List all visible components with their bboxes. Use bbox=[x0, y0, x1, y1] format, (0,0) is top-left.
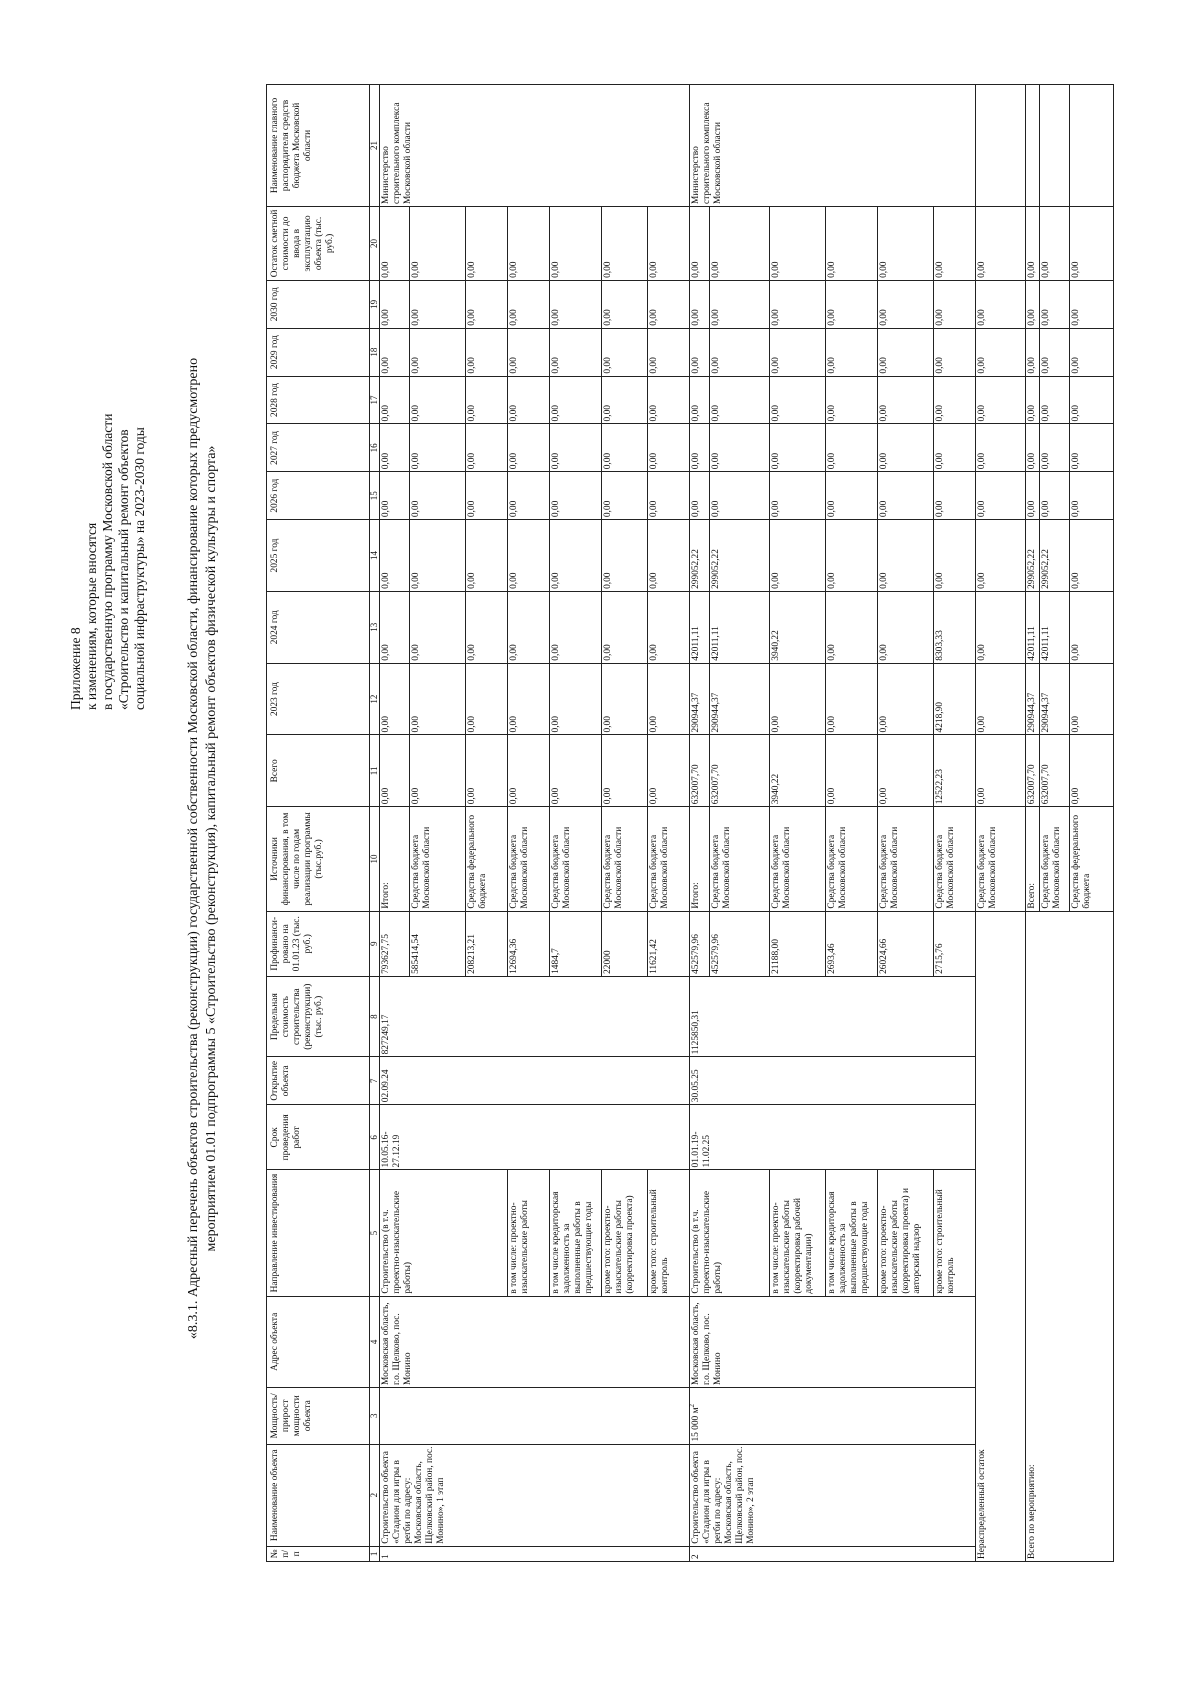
amount-cell: 0,00 bbox=[508, 735, 550, 807]
column-number: 7 bbox=[370, 1057, 380, 1105]
header-cell: Направление инвестирования bbox=[267, 1170, 370, 1296]
amount-cell: 0,00 bbox=[602, 376, 648, 424]
amount-cell: 0,00 bbox=[508, 663, 550, 735]
budget-manager bbox=[976, 85, 1026, 207]
amount-cell: 0,00 bbox=[648, 424, 690, 472]
amount-cell: 0,00 bbox=[770, 472, 826, 520]
amount-cell: 0,00 bbox=[770, 206, 826, 280]
financed-amount: 452579,96 bbox=[710, 911, 770, 976]
amount-cell: 0,00 bbox=[380, 520, 410, 592]
header-cell: 2023 год bbox=[267, 663, 370, 735]
investment-direction: в том числе кредиторская задолженность за выполненные работы в предшествующие годы bbox=[550, 1170, 602, 1296]
amount-cell: 0,00 bbox=[976, 472, 1026, 520]
amount-cell: 0,00 bbox=[602, 280, 648, 328]
amount-cell: 0,00 bbox=[690, 328, 710, 376]
amount-cell: 0,00 bbox=[602, 735, 648, 807]
amount-cell: 0,00 bbox=[878, 280, 934, 328]
appendix-line: Приложение 8 bbox=[68, 627, 83, 710]
amount-cell: 0,00 bbox=[934, 424, 976, 472]
amount-cell: 0,00 bbox=[934, 328, 976, 376]
amount-cell: 0,00 bbox=[826, 663, 878, 735]
amount-cell: 42011,11 bbox=[1040, 591, 1070, 663]
amount-cell: 0,00 bbox=[826, 376, 878, 424]
amount-cell: 0,00 bbox=[380, 735, 410, 807]
amount-cell: 0,00 bbox=[878, 520, 934, 592]
amount-cell: 0,00 bbox=[690, 424, 710, 472]
amount-cell: 0,00 bbox=[550, 520, 602, 592]
amount-cell: 632007,70 bbox=[1040, 735, 1070, 807]
total-label: Всего по мероприятию: bbox=[1026, 911, 1114, 1561]
funding-source: Итого: bbox=[380, 807, 410, 911]
table-row bbox=[1026, 85, 1040, 1562]
amount-cell: 0,00 bbox=[508, 591, 550, 663]
amount-cell: 0,00 bbox=[466, 591, 508, 663]
amount-cell: 632007,70 bbox=[690, 735, 710, 807]
amount-cell: 0,00 bbox=[826, 328, 878, 376]
funding-source: Средства бюджета Московской области bbox=[826, 807, 878, 911]
column-number: 11 bbox=[370, 735, 380, 807]
amount-cell: 0,00 bbox=[976, 663, 1026, 735]
financed-amount: 793627,75 bbox=[380, 911, 410, 976]
amount-cell: 0,00 bbox=[648, 591, 690, 663]
amount-cell: 0,00 bbox=[976, 520, 1026, 592]
amount-cell: 0,00 bbox=[878, 472, 934, 520]
amount-cell: 0,00 bbox=[710, 424, 770, 472]
amount-cell: 0,00 bbox=[878, 206, 934, 280]
amount-cell: 290944,37 bbox=[710, 663, 770, 735]
funding-source: Средства бюджета Московской области bbox=[550, 807, 602, 911]
amount-cell: 0,00 bbox=[648, 376, 690, 424]
header-cell: Открытие объекта bbox=[267, 1057, 370, 1105]
row-number: 1 bbox=[380, 1546, 690, 1561]
amount-cell: 299052,22 bbox=[1040, 520, 1070, 592]
amount-cell: 0,00 bbox=[1040, 424, 1070, 472]
table-body bbox=[380, 85, 1114, 1562]
funding-source: Средства бюджета Московской области bbox=[602, 807, 648, 911]
appendix-line: социальной инфраструктуры» на 2023-2030 годы bbox=[132, 427, 147, 710]
amount-cell: 0,00 bbox=[878, 591, 934, 663]
header-cell: Наименование главного распорядителя средств бюджета Московской области bbox=[267, 85, 370, 207]
amount-cell: 0,00 bbox=[466, 206, 508, 280]
amount-cell: 0,00 bbox=[710, 280, 770, 328]
amount-cell: 0,00 bbox=[508, 328, 550, 376]
header-cell: 2027 год bbox=[267, 424, 370, 472]
amount-cell: 0,00 bbox=[648, 663, 690, 735]
amount-cell: 0,00 bbox=[1070, 735, 1114, 807]
work-term: 10.05.16-27.12.19 bbox=[380, 1105, 690, 1170]
amount-cell: 0,00 bbox=[550, 328, 602, 376]
investment-direction: кроме того: строительный контроль bbox=[934, 1170, 976, 1296]
superscript: 2 bbox=[687, 1403, 696, 1408]
amount-cell: 0,00 bbox=[466, 424, 508, 472]
column-number: 19 bbox=[370, 280, 380, 328]
amount-cell: 0,00 bbox=[826, 206, 878, 280]
investment-direction: кроме того: проектно-изыскательские работы (корректировка проекта) и авторский надзор bbox=[878, 1170, 934, 1296]
amount-cell: 290944,37 bbox=[1026, 663, 1040, 735]
amount-cell: 0,00 bbox=[934, 206, 976, 280]
column-number: 8 bbox=[370, 976, 380, 1056]
amount-cell: 0,00 bbox=[976, 735, 1026, 807]
amount-cell: 0,00 bbox=[1070, 472, 1114, 520]
header-cell: Мощность/ прирост мощности объекта bbox=[267, 1388, 370, 1445]
amount-cell: 0,00 bbox=[826, 735, 878, 807]
header-cell: 2028 год bbox=[267, 376, 370, 424]
table-row bbox=[690, 85, 710, 1562]
investment-direction: Строительство (в т.ч. проектно-изыскательские работы) bbox=[380, 1170, 508, 1296]
amount-cell: 0,00 bbox=[380, 663, 410, 735]
amount-cell: 0,00 bbox=[770, 376, 826, 424]
financed-amount: 208213,21 bbox=[466, 911, 508, 976]
appendix-header bbox=[68, 150, 148, 710]
funding-source: Средства федерального бюджета bbox=[466, 807, 508, 911]
funding-source: Средства бюджета Московской области bbox=[1040, 807, 1070, 911]
investment-direction: в том числе кредиторская задолженность за выполненные работы в предшествующие годы bbox=[826, 1170, 878, 1296]
column-number-row bbox=[370, 85, 380, 1562]
amount-cell: 0,00 bbox=[508, 280, 550, 328]
header-cell: 2024 год bbox=[267, 591, 370, 663]
column-number: 2 bbox=[370, 1444, 380, 1546]
amount-cell: 0,00 bbox=[690, 376, 710, 424]
document-subtitle: мероприятием 01.01 подпрограммы 5 «Строительство (реконструкция), капитальный ремонт объектов физической культуры и спорта» bbox=[204, 445, 219, 1252]
remainder-label: Нераспределенный остаток bbox=[976, 911, 1026, 1561]
amount-cell: 42011,11 bbox=[1026, 591, 1040, 663]
amount-cell: 0,00 bbox=[826, 280, 878, 328]
amount-cell: 0,00 bbox=[508, 472, 550, 520]
amount-cell: 0,00 bbox=[976, 591, 1026, 663]
amount-cell: 42011,11 bbox=[710, 591, 770, 663]
appendix-line: в государственную программу Московской области bbox=[100, 413, 115, 710]
amount-cell: 0,00 bbox=[648, 472, 690, 520]
financed-amount: 12694,36 bbox=[508, 911, 550, 976]
amount-cell: 0,00 bbox=[1070, 280, 1114, 328]
amount-cell: 0,00 bbox=[466, 520, 508, 592]
funding-source: Средства федерального бюджета bbox=[1070, 807, 1114, 911]
table-row bbox=[380, 85, 410, 1562]
opening-date: 30.05.25 bbox=[690, 1057, 976, 1105]
amount-cell: 0,00 bbox=[550, 735, 602, 807]
amount-cell: 0,00 bbox=[466, 280, 508, 328]
column-number: 5 bbox=[370, 1170, 380, 1296]
financed-amount: 2693,46 bbox=[826, 911, 878, 976]
amount-cell: 0,00 bbox=[410, 424, 466, 472]
amount-cell: 0,00 bbox=[550, 591, 602, 663]
financed-amount: 21188,00 bbox=[770, 911, 826, 976]
header-cell: Профинанси-ровано на 01.01.23 (тыс. руб.) bbox=[267, 911, 370, 976]
header-cell: 2026 год bbox=[267, 472, 370, 520]
financed-amount: 26024,66 bbox=[878, 911, 934, 976]
amount-cell: 0,00 bbox=[976, 424, 1026, 472]
amount-cell: 0,00 bbox=[826, 472, 878, 520]
amount-cell: 0,00 bbox=[550, 206, 602, 280]
column-number: 3 bbox=[370, 1388, 380, 1445]
header-cell: № п/п bbox=[267, 1546, 370, 1561]
investment-direction: в том числе: проектно-изыскательские работы bbox=[508, 1170, 550, 1296]
amount-cell: 0,00 bbox=[550, 472, 602, 520]
row-number: 2 bbox=[690, 1546, 976, 1561]
amount-cell: 0,00 bbox=[976, 328, 1026, 376]
funding-source: Средства бюджета Московской области bbox=[976, 807, 1026, 911]
limit-cost: 827249,17 bbox=[380, 976, 690, 1056]
amount-cell: 0,00 bbox=[1070, 424, 1114, 472]
amount-cell: 0,00 bbox=[878, 735, 934, 807]
amount-cell: 0,00 bbox=[770, 328, 826, 376]
amount-cell: 0,00 bbox=[466, 663, 508, 735]
amount-cell: 0,00 bbox=[602, 424, 648, 472]
header-cell: 2029 год bbox=[267, 328, 370, 376]
amount-cell: 0,00 bbox=[508, 424, 550, 472]
amount-cell: 0,00 bbox=[602, 591, 648, 663]
amount-cell: 0,00 bbox=[1026, 328, 1040, 376]
column-number: 1 bbox=[370, 1546, 380, 1561]
amount-cell: 0,00 bbox=[410, 591, 466, 663]
amount-cell: 0,00 bbox=[1040, 328, 1070, 376]
amount-cell: 0,00 bbox=[466, 472, 508, 520]
amount-cell: 0,00 bbox=[466, 328, 508, 376]
amount-cell: 4218,90 bbox=[934, 663, 976, 735]
amount-cell: 0,00 bbox=[1026, 376, 1040, 424]
amount-cell: 0,00 bbox=[380, 376, 410, 424]
amount-cell: 632007,70 bbox=[1026, 735, 1040, 807]
amount-cell: 0,00 bbox=[648, 735, 690, 807]
amount-cell: 0,00 bbox=[380, 472, 410, 520]
amount-cell: 0,00 bbox=[648, 520, 690, 592]
amount-cell: 0,00 bbox=[878, 663, 934, 735]
investment-direction: кроме того: проектно-изыскательские работы (корректировка проекта) bbox=[602, 1170, 648, 1296]
amount-cell: 0,00 bbox=[648, 206, 690, 280]
amount-cell: 0,00 bbox=[976, 376, 1026, 424]
amount-cell: 0,00 bbox=[410, 735, 466, 807]
amount-cell: 0,00 bbox=[648, 328, 690, 376]
amount-cell: 0,00 bbox=[826, 520, 878, 592]
amount-cell: 0,00 bbox=[410, 663, 466, 735]
amount-cell: 0,00 bbox=[550, 663, 602, 735]
amount-cell: 0,00 bbox=[410, 520, 466, 592]
column-number: 18 bbox=[370, 328, 380, 376]
amount-cell: 0,00 bbox=[550, 280, 602, 328]
object-name: Строительство объекта «Стадион для игры в регби по адресу: Московская область, Щелковский район, пос. Монино», 1 этап bbox=[380, 1444, 690, 1546]
amount-cell: 0,00 bbox=[690, 472, 710, 520]
financed-amount: 1484,7 bbox=[550, 911, 602, 976]
budget-manager: Министерство строительного комплекса Московской области bbox=[690, 85, 976, 207]
amount-cell: 0,00 bbox=[710, 472, 770, 520]
document-title: «8.3.1. Адресный перечень объектов строительства (реконструкции) государственной собственности Московской области, финансирование которых предусмотрено bbox=[186, 357, 201, 1340]
amount-cell: 0,00 bbox=[1026, 206, 1040, 280]
amount-cell: 0,00 bbox=[466, 376, 508, 424]
funding-source: Средства бюджета Московской области bbox=[770, 807, 826, 911]
financed-amount: 22000 bbox=[602, 911, 648, 976]
address-list-table bbox=[266, 84, 1114, 1562]
header-cell: 2025 год bbox=[267, 520, 370, 592]
amount-cell: 0,00 bbox=[976, 280, 1026, 328]
amount-cell: 12522,23 bbox=[934, 735, 976, 807]
amount-cell: 0,00 bbox=[878, 328, 934, 376]
amount-cell: 0,00 bbox=[826, 591, 878, 663]
amount-cell: 0,00 bbox=[770, 280, 826, 328]
amount-cell: 0,00 bbox=[1040, 376, 1070, 424]
amount-cell: 0,00 bbox=[602, 472, 648, 520]
amount-cell: 632007,70 bbox=[710, 735, 770, 807]
header-cell: Всего bbox=[267, 735, 370, 807]
amount-cell: 0,00 bbox=[410, 376, 466, 424]
amount-cell: 0,00 bbox=[934, 376, 976, 424]
appendix-line: «Строительство и капитальный ремонт объектов bbox=[116, 429, 131, 710]
amount-cell: 0,00 bbox=[602, 328, 648, 376]
amount-cell: 0,00 bbox=[1040, 206, 1070, 280]
amount-cell: 0,00 bbox=[380, 424, 410, 472]
amount-cell: 0,00 bbox=[710, 328, 770, 376]
work-term: 01.01.19-11.02.25 bbox=[690, 1105, 976, 1170]
amount-cell: 0,00 bbox=[380, 591, 410, 663]
amount-cell: 0,00 bbox=[976, 206, 1026, 280]
amount-cell: 0,00 bbox=[1070, 520, 1114, 592]
funding-source: Всего: bbox=[1026, 807, 1040, 911]
investment-direction: кроме того: строительный контроль bbox=[648, 1170, 690, 1296]
financed-amount: 452579,96 bbox=[690, 911, 710, 976]
header-cell: Срок проведения работ bbox=[267, 1105, 370, 1170]
amount-cell: 0,00 bbox=[710, 376, 770, 424]
amount-cell: 0,00 bbox=[602, 663, 648, 735]
budget-manager bbox=[1026, 85, 1040, 207]
header-cell: Остаток сметной стоимости до ввода в эксплуатацию объекта (тыс. руб.) bbox=[267, 206, 370, 280]
investment-direction: Строительство (в т.ч. проектно-изыскательские работы) bbox=[690, 1170, 770, 1296]
amount-cell: 0,00 bbox=[770, 663, 826, 735]
amount-cell: 0,00 bbox=[550, 376, 602, 424]
amount-cell: 8303,33 bbox=[934, 591, 976, 663]
capacity-value: 15 000 м bbox=[691, 1407, 701, 1442]
amount-cell: 0,00 bbox=[826, 424, 878, 472]
limit-cost: 1125850,31 bbox=[690, 976, 976, 1056]
amount-cell: 0,00 bbox=[508, 206, 550, 280]
funding-source: Средства бюджета Московской области bbox=[410, 807, 466, 911]
amount-cell: 299052,22 bbox=[710, 520, 770, 592]
amount-cell: 0,00 bbox=[550, 424, 602, 472]
column-number: 16 bbox=[370, 424, 380, 472]
column-number: 13 bbox=[370, 591, 380, 663]
appendix-line: к изменениям, которые вносятся bbox=[84, 522, 99, 710]
amount-cell: 0,00 bbox=[1026, 280, 1040, 328]
column-number: 12 bbox=[370, 663, 380, 735]
column-number: 20 bbox=[370, 206, 380, 280]
amount-cell: 290944,37 bbox=[690, 663, 710, 735]
column-number: 10 bbox=[370, 807, 380, 911]
amount-cell: 0,00 bbox=[410, 206, 466, 280]
amount-cell: 3940,22 bbox=[770, 591, 826, 663]
amount-cell: 0,00 bbox=[1026, 472, 1040, 520]
amount-cell: 0,00 bbox=[710, 206, 770, 280]
financed-amount: 2715,76 bbox=[934, 911, 976, 976]
table-row bbox=[976, 85, 1026, 1562]
budget-manager: Министерство строительного комплекса Московской области bbox=[380, 85, 690, 207]
amount-cell: 0,00 bbox=[648, 280, 690, 328]
object-address: Московская область, г.о. Щелково, пос. Монино bbox=[380, 1296, 690, 1387]
object-address: Московская область, г.о. Щелково, пос. Монино bbox=[690, 1296, 976, 1387]
amount-cell: 0,00 bbox=[690, 206, 710, 280]
budget-manager bbox=[1070, 85, 1114, 207]
amount-cell: 299052,22 bbox=[690, 520, 710, 592]
amount-cell: 0,00 bbox=[466, 735, 508, 807]
funding-source: Средства бюджета Московской области bbox=[648, 807, 690, 911]
amount-cell: 3940,22 bbox=[770, 735, 826, 807]
budget-manager bbox=[1040, 85, 1070, 207]
amount-cell: 0,00 bbox=[770, 424, 826, 472]
amount-cell: 0,00 bbox=[878, 376, 934, 424]
amount-cell: 0,00 bbox=[508, 376, 550, 424]
amount-cell: 0,00 bbox=[410, 280, 466, 328]
amount-cell: 0,00 bbox=[602, 206, 648, 280]
header-cell: 2030 год bbox=[267, 280, 370, 328]
amount-cell: 0,00 bbox=[1026, 424, 1040, 472]
amount-cell: 42011,11 bbox=[690, 591, 710, 663]
object-capacity bbox=[380, 1388, 690, 1445]
header-cell: Адрес объекта bbox=[267, 1296, 370, 1387]
investment-direction: в том числе: проектно-изыскательские работы (корректировка рабочей документации) bbox=[770, 1170, 826, 1296]
object-name: Строительство объекта «Стадион для игры в регби по адресу: Московская область, Щелковский район, пос. Монино», 2 этап bbox=[690, 1444, 976, 1546]
amount-cell: 0,00 bbox=[380, 280, 410, 328]
header-cell: Предельная стоимость строительства (реконструкции) (тыс. руб.) bbox=[267, 976, 370, 1056]
amount-cell: 0,00 bbox=[934, 280, 976, 328]
amount-cell: 0,00 bbox=[1040, 472, 1070, 520]
amount-cell: 299052,22 bbox=[1026, 520, 1040, 592]
opening-date: 02.09.24 bbox=[380, 1057, 690, 1105]
header-cell: Источники финансирования, в том числе по годам реализации программы (тыс.руб.) bbox=[267, 807, 370, 911]
amount-cell: 0,00 bbox=[1070, 328, 1114, 376]
amount-cell: 0,00 bbox=[410, 328, 466, 376]
amount-cell: 0,00 bbox=[934, 472, 976, 520]
column-number: 14 bbox=[370, 520, 380, 592]
amount-cell: 0,00 bbox=[410, 472, 466, 520]
amount-cell: 0,00 bbox=[878, 424, 934, 472]
column-number: 15 bbox=[370, 472, 380, 520]
funding-source: Средства бюджета Московской области bbox=[508, 807, 550, 911]
amount-cell: 0,00 bbox=[934, 520, 976, 592]
table-header-row bbox=[267, 85, 370, 1562]
funding-source: Средства бюджета Московской области bbox=[710, 807, 770, 911]
financed-amount: 11621,42 bbox=[648, 911, 690, 976]
amount-cell: 290944,37 bbox=[1040, 663, 1070, 735]
object-capacity bbox=[687, 1388, 976, 1445]
column-number: 4 bbox=[370, 1296, 380, 1387]
financed-amount: 585414,54 bbox=[410, 911, 466, 976]
column-number: 9 bbox=[370, 911, 380, 976]
amount-cell: 0,00 bbox=[1070, 663, 1114, 735]
amount-cell: 0,00 bbox=[380, 328, 410, 376]
amount-cell: 0,00 bbox=[1070, 206, 1114, 280]
funding-source: Итого: bbox=[690, 807, 710, 911]
amount-cell: 0,00 bbox=[690, 280, 710, 328]
amount-cell: 0,00 bbox=[770, 520, 826, 592]
column-number: 17 bbox=[370, 376, 380, 424]
amount-cell: 0,00 bbox=[380, 206, 410, 280]
amount-cell: 0,00 bbox=[1040, 280, 1070, 328]
column-number: 21 bbox=[370, 85, 380, 207]
amount-cell: 0,00 bbox=[1070, 591, 1114, 663]
funding-source: Средства бюджета Московской области bbox=[878, 807, 934, 911]
header-cell: Наименование объекта bbox=[267, 1444, 370, 1546]
amount-cell: 0,00 bbox=[602, 520, 648, 592]
amount-cell: 0,00 bbox=[1070, 376, 1114, 424]
column-number: 6 bbox=[370, 1105, 380, 1170]
funding-source: Средства бюджета Московской области bbox=[934, 807, 976, 911]
amount-cell: 0,00 bbox=[508, 520, 550, 592]
